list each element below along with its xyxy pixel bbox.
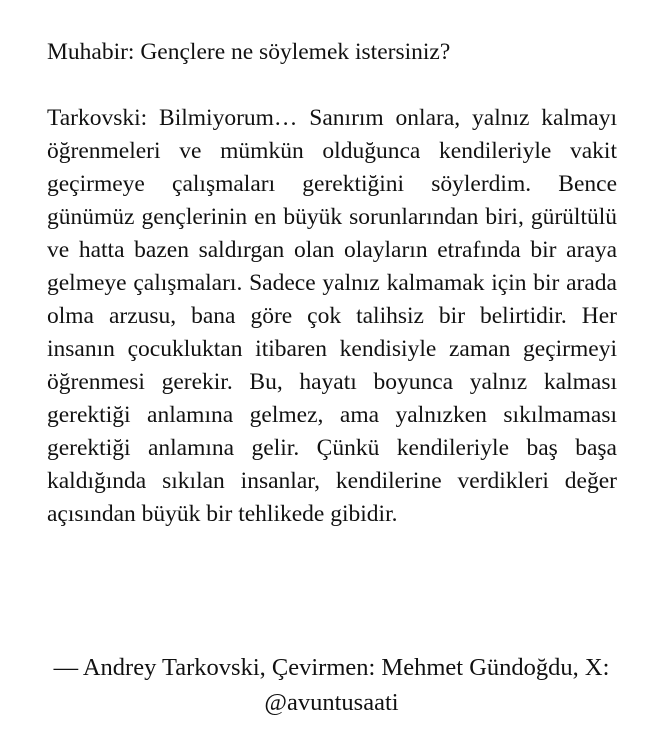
interviewer-question: Muhabir: Gençlere ne söylemek istersiniz? — [47, 39, 451, 65]
tarkovski-answer: Tarkovski: Bilmiyorum… Sanırım onlara, yalnız kalmayı öğrenmeleri ve mümkün olduğunca kendileriyle vakit geçirmeye çalışmaları gerektiğini söylerdim. Bence günümüz gençlerinin en büyük sorunlarından biri, gürültülü ve hatta bazen saldırgan olan olayların etrafında bir araya gelmeye çalışmaları. Sadece yalnız kalmamak için bir arada olma arzusu, bana göre çok talihsiz bir belirtidir. Her insanın çocukluktan itibaren kendisiyle zaman geçirmeyi öğrenmesi gerekir. Bu, hayatı boyunca yalnız kalması gerektiği anlamına gelmez, ama yalnızken sıkılmaması gerektiği anlamına gelir. Çünkü kendileriyle baş başa kaldığında sıkılan insanlar, kendilerine verdikleri değer açısından büyük bir tehlikede gibidir. — [47, 105, 617, 527]
quote-body — [47, 36, 617, 531]
attribution: — Andrey Tarkovski, Çevirmen: Mehmet Gündoğdu, X: @avuntusaati — [53, 654, 610, 716]
